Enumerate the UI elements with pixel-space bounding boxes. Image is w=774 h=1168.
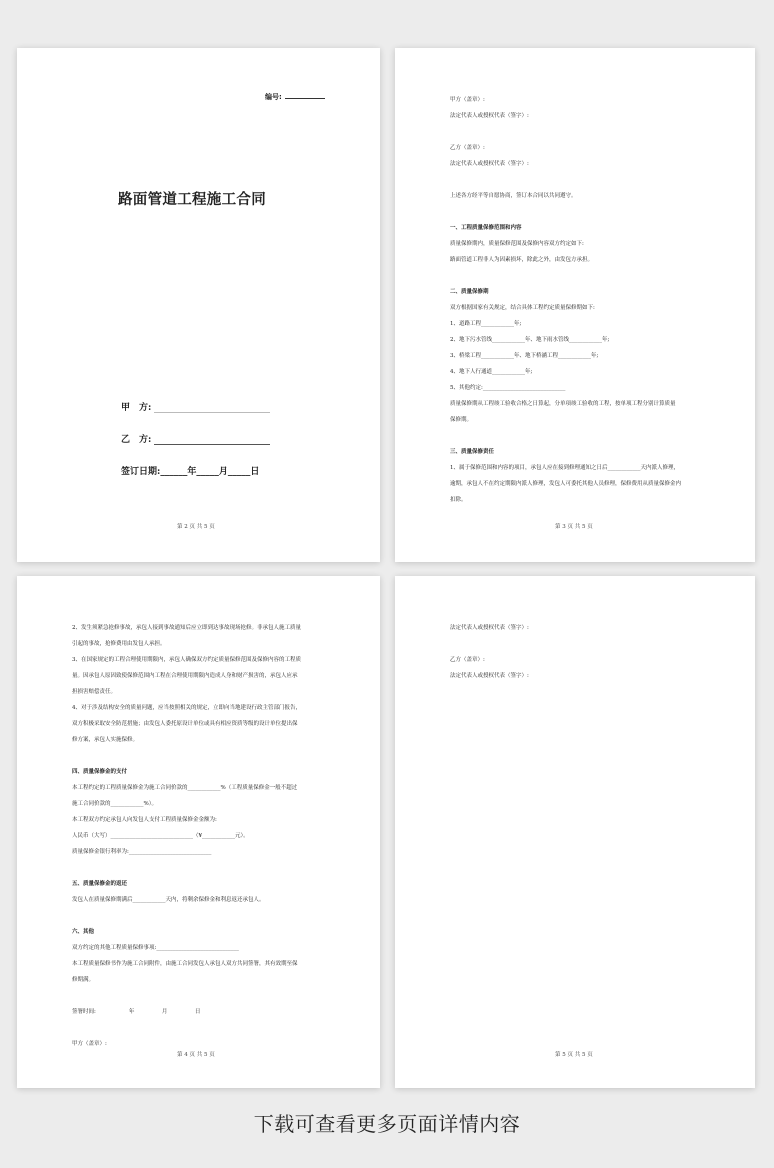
body-line: 质量保修期内，质量保修范围及保修内容双方约定如下: [450,241,584,247]
section-heading: 四、质量保修金的支付 [72,769,128,775]
body-line: 法定代表人或授权代表（签字）: [450,161,529,167]
party-a-blank [154,404,270,413]
spacer [72,908,350,924]
body-line: 2、发生须紧急抢修事故，承包人接到事故通知后应立即到达事故现场抢修。非承包人施工质量 [72,625,302,631]
page-footer: 第 4 页 共 5 页 [177,1052,215,1058]
page-2 [17,48,380,562]
spacer [72,1020,350,1036]
body-line: 施工合同价款的____________%）。 [72,801,157,807]
body-line: 双方约定的其他工程质量保修事项:______________________________ [72,945,239,951]
spacer [72,748,350,764]
page-5 [395,576,755,1088]
party-b-label: 乙 方: [121,435,152,445]
contract-number-label: 编号: [265,93,282,101]
body-line: 本工程质量保修书作为施工合同附件，由施工合同发包人承包人双方共同签署，其有效期至保 [72,961,298,967]
body-line: 量。因承包人原因致使保修范围内工程在合理使用期限内造成人身和财产损害的，承包人应承 [72,673,298,679]
body-line: 1、道路工程____________年; [450,321,522,327]
page-4-body [72,620,350,1052]
signing-date: 签订日期:______年_____月_____日 [121,467,260,477]
page-4 [17,576,380,1088]
body-line: 路面管道工程非人为因素损坏，除此之外，由发包方承担。 [450,257,594,263]
body-line: 乙方（盖章）: [450,657,485,663]
spacer [450,268,725,284]
spacer [450,124,725,140]
spacer [450,204,725,220]
body-line: 本工程双方约定承包人向发包人支付工程质量保修金金额为: [72,817,217,823]
body-line: 扣除。 [450,497,467,503]
body-line: 上述各方经平等自愿协商，签订本合同以共同遵守。 [450,193,577,199]
body-line: 本工程约定的工程质量保修金为施工合同价款的____________%（工程质量保修金一般不超过 [72,785,298,791]
body-line: 质量保修期从工程竣工验收合格之日算起，分单项竣工验收的工程，按单项工程分别计算质量 [450,401,676,407]
contract-number-blank [285,92,325,99]
body-line: 甲方（盖章）: [450,97,485,103]
page-3-body [450,92,725,508]
party-b-blank [154,436,270,445]
body-line: 5、其他约定:______________________________ [450,385,566,391]
body-line: 修期满。 [72,977,95,983]
body-line: 双方根据国家有关规定，结合具体工程约定质量保修期如下: [450,305,595,311]
party-a-row [121,400,270,413]
body-line: 质量保修金银行利率为:______________________________ [72,849,212,855]
body-line: 保修期。 [450,417,473,423]
download-caption: 下载可查看更多页面详情内容 [253,1112,521,1136]
body-line: 2、地下污水管线____________年、地下雨水管线____________年; [450,337,610,343]
body-line: 3、在国家规定的工程合理使用期限内，承包人确保双方约定质量保修范围及保修内容的工程质 [72,657,302,663]
body-line: 担损害赔偿责任。 [72,689,117,695]
body-line: 修方案，承包人实施保修。 [72,737,139,743]
body-line: 4、对于涉及结构安全的质量问题，应当按照相关的规定，立即向当地建设行政主管部门报告， [72,705,302,711]
spacer [72,988,350,1004]
spacer [450,636,725,652]
page-footer: 第 3 页 共 5 页 [555,524,593,530]
body-line: 甲方（盖章）: [72,1041,107,1047]
body-line: 乙方（盖章）: [450,145,485,151]
party-a-label: 甲 方: [121,403,152,413]
page-5-body [450,620,725,684]
section-heading: 三、质量保修责任 [450,449,495,455]
body-line: 双方积极采取安全防范措施；由发包人委托原设计单位或具有相应资质等级的设计单位提出保 [72,721,298,727]
section-heading: 一、工程质量保修范围和内容 [450,225,522,231]
section-heading: 二、质量保修期 [450,289,489,295]
body-line: 4、地下人行通道____________年; [450,369,533,375]
body-line: 3、桥梁工程____________年、地下桥涵工程____________年; [450,353,599,359]
body-line: 人民币（大写）______________________________（¥____________元）。 [72,833,249,839]
page-footer: 第 5 页 共 5 页 [555,1052,593,1058]
body-line: 法定代表人或授权代表（签字）: [450,673,529,679]
party-b-row [121,432,270,445]
spacer [450,428,725,444]
page-3 [395,48,755,562]
body-line: 1、属于保修范围和内容的项目，承包人应在接到修理通知之日后____________天内派人修理， [450,465,680,471]
section-heading: 六、其他 [72,929,95,935]
body-line: 签署时间: 年 月 日 [72,1009,201,1015]
body-line: 法定代表人或授权代表（签字）: [450,625,529,631]
contract-title: 路面管道工程施工合同 [118,191,266,208]
body-line: 逾期，承包人不在约定期限内派人修理，发包人可委托其他人员修理，保修费用从质量保修金内 [450,481,682,487]
page-footer: 第 2 页 共 5 页 [177,524,215,530]
spacer [72,860,350,876]
body-line: 法定代表人或授权代表（签字）: [450,113,529,119]
spacer [450,172,725,188]
section-heading: 五、质量保修金的返还 [72,881,128,887]
body-line: 引起的事故，抢修费用由发包人承担。 [72,641,166,647]
contract-number [265,92,325,102]
body-line: 发包人在质量保修期满后____________天内，将剩余保修金和利息返还承包人。 [72,897,265,903]
